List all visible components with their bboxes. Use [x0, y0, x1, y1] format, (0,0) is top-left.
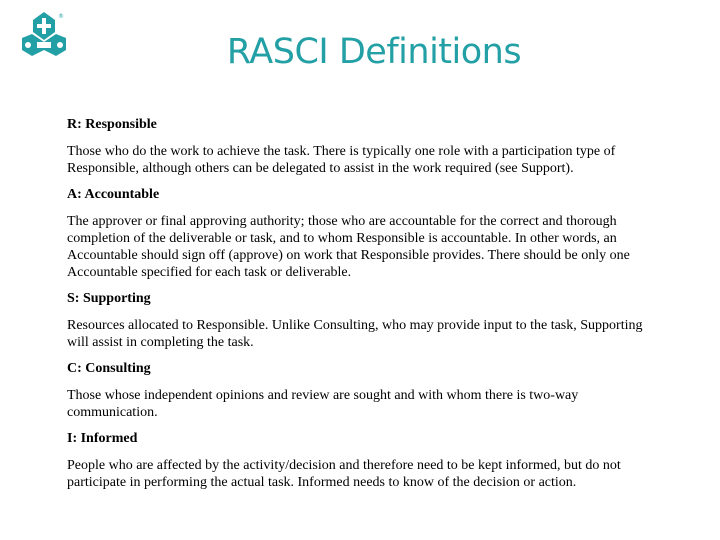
- text-line: Those whose independent opinions and review are sought and with whom there is two-way: [67, 388, 579, 403]
- text-line: Those who do the work to achieve the task. There is typically one role with a participation type of: [67, 144, 616, 159]
- section-description: [67, 213, 667, 281]
- section-heading: R: Responsible: [67, 117, 157, 132]
- section-heading: S: Supporting: [67, 291, 151, 306]
- section-description: [67, 457, 667, 491]
- text-line: People who are affected by the activity/decision and therefore need to be kept informed, but do not: [67, 458, 621, 473]
- text-line: Accountable should sign off (approve) on work that Responsible provides. There should be only one: [67, 248, 630, 263]
- svg-text:®: ®: [58, 13, 64, 20]
- section-heading: C: Consulting: [67, 361, 151, 376]
- section-description: [67, 317, 667, 351]
- section-consulting: [67, 360, 667, 421]
- text-line: Accountable specified for each task or deliverable.: [67, 265, 352, 280]
- section-description: [67, 387, 667, 421]
- section-responsible: [67, 116, 667, 177]
- text-line: participate in performing the actual task. Informed needs to know of the decision or action.: [67, 475, 577, 490]
- text-line: completion of the deliverable or task, and to whom Responsible is accountable. In other words, an: [67, 231, 617, 246]
- definitions-body: [67, 116, 667, 500]
- text-line: will assist in completing the task.: [67, 335, 254, 350]
- section-description: [67, 143, 667, 177]
- text-line: Responsible, although others can be delegated to assist in the work required (see Support).: [67, 161, 574, 176]
- page-title: RASCI Definitions: [226, 32, 522, 72]
- section-accountable: [67, 186, 667, 281]
- section-heading: A: Accountable: [67, 187, 160, 202]
- text-line: communication.: [67, 405, 158, 420]
- text-line: Resources allocated to Responsible. Unlike Consulting, who may provide input to the task, Supporting: [67, 318, 643, 333]
- section-informed: [67, 430, 667, 491]
- text-line: The approver or final approving authority; those who are accountable for the correct and thorough: [67, 214, 617, 229]
- section-supporting: [67, 290, 667, 351]
- section-heading: I: Informed: [67, 431, 138, 446]
